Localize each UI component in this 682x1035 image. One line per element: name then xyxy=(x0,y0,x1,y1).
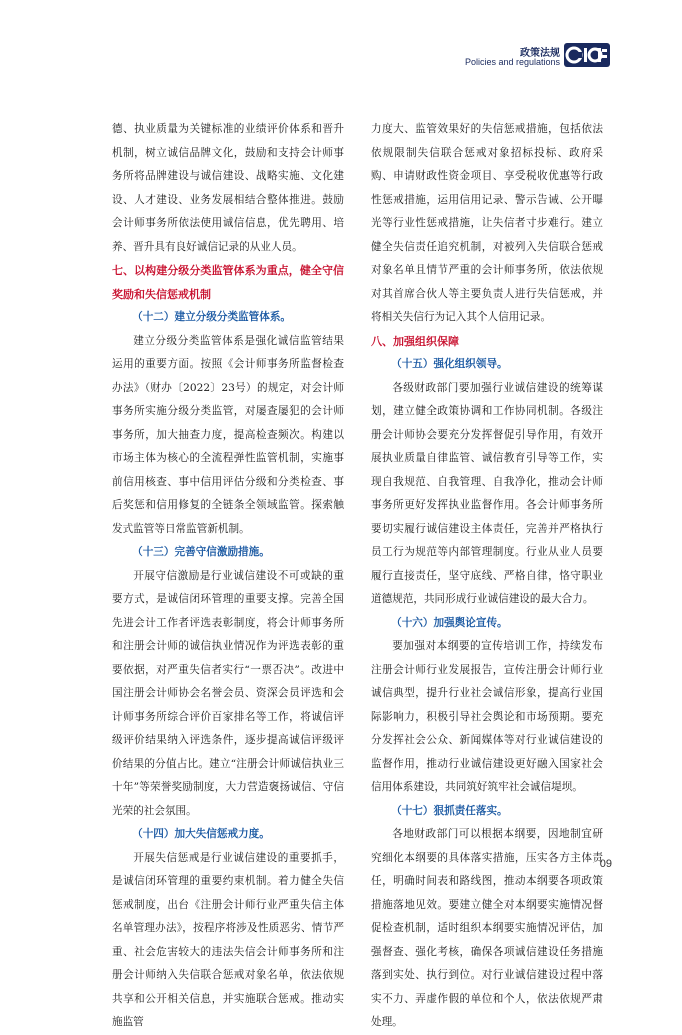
section-title-cn: 政策法规 xyxy=(520,48,560,59)
right-column xyxy=(371,118,603,1035)
paragraph-13: 开展守信激励是行业诚信建设不可或缺的重要方式，是诚信闭环管理的重要支撑。完善全国先进会计工作者评选表彰制度，将会计师事务所和注册会计师的诚信执业情况作为评选表彰的重要依据，对严重失信者实行“一票否决”。改进中国注册会计师协会名誉会员、资深会员评选和会计师事务所综合评价百家排名等工作，将诚信评级评价结果纳入评选条件，逐步提高诚信评级评价结果的分值占比。建立“注册会计师诚信执业三十年”等荣誉奖励制度，大力营造褒扬诚信、守信光荣的社会氛围。 xyxy=(112,569,344,817)
subheading-13: （十三）完善守信激励措施。 xyxy=(132,546,270,558)
section-title-en: Policies and regulations xyxy=(464,57,560,67)
section-heading-7: 七、以构建分级分类监管体系为重点，健全守信奖励和失信惩戒机制 xyxy=(112,264,344,301)
left-column xyxy=(112,118,344,1035)
paragraph-17: 各地财政部门可以根据本纲要，因地制宜研究细化本纲要的具体落实措施，压实各方主体责任，明确时间表和路线图，推动本纲要各项政策措施落地见效。要建立健全对本纲要实施情况督促检查机制，适时组织本纲要实施情况评估，加强督查、强化考核，确保各项诚信建设任务措施落到实处、执行到位。对行业诚信建设过程中落实不力、弄虚作假的单位和个人，依法依规严肃处理。 xyxy=(371,828,603,1028)
section-heading-8: 八、加强组织保障 xyxy=(371,334,459,348)
paragraph-12: 建立分级分类监管体系是强化诚信监管结果运用的重要方面。按照《会计师事务所监督检查办法》（财办〔2022〕23号）的规定，对会计师事务所实施分级分类监管，对屡查屡犯的会计师事务所，加大抽查力度，提高检查频次。构建以市场主体为核心的全流程弹性监管机制，实施事前信用核查、事中信用评估分级和分类检查、事后奖惩和信用修复的全链条全领域监管。探索触发式监管等日常监管新机制。 xyxy=(112,334,344,535)
paragraph-14: 开展失信惩戒是行业诚信建设的重要抓手，是诚信闭环管理的重要约束机制。着力健全失信惩戒制度，出台《注册会计师行业严重失信主体名单管理办法》，按程序将涉及性质恶劣、情节严重、社会危害较大的违法失信会计师事务所和注册会计师纳入失信联合惩戒对象名单，依法依规共享和公开相关信息，并实施联合惩戒。推动实施监管 xyxy=(112,851,344,1028)
subheading-12: （十二）建立分级分类监管体系。 xyxy=(132,311,292,323)
continued-paragraph-right: 力度大、监管效果好的失信惩戒措施，包括依法依规限制失信联合惩戒对象招标投标、政府采购、申请财政性资金项目、享受税收优惠等行政性惩戒措施，运用信用记录、警示告诫、公开曝光等行业性惩戒措施，让失信者寸步难行。建立健全失信责任追究机制，对被列入失信联合惩戒对象名单且情节严重的会计师事务所，依法依规对其首席合伙人等主要负责人进行失信惩戒，并将相关失信行为记入其个人信用记录。 xyxy=(371,123,603,323)
page-number: 09 xyxy=(599,858,612,870)
continued-paragraph: 德、执业质量为关键标准的业绩评价体系和晋升机制，树立诚信品牌文化，鼓励和支持会计师事务所将品牌建设与诚信建设、战略实施、文化建设、人才建设、业务发展相结合整体推进。鼓励会计师事务所依法使用诚信信息，优先聘用、培养、晋升具有良好诚信记录的从业人员。 xyxy=(112,123,344,253)
paragraph-16: 要加强对本纲要的宣传培训工作，持续发布注册会计师行业发展报告，宣传注册会计师行业诚信典型，提升行业社会诚信形象，提高行业国际影响力，积极引导社会舆论和市场预期。要充分发挥社会公众、新闻媒体等对行业诚信建设的监督作用，推动行业诚信建设更好融入国家社会信用体系建设，共同筑好筑牢社会诚信堤坝。 xyxy=(371,640,603,793)
paragraph-15: 各级财政部门要加强行业诚信建设的统筹谋划，建立健全政策协调和工作协同机制。各级注册会计师协会要充分发挥督促引导作用，有效开展执业质量自律监管、诚信教育引导等工作，实现自我规范、自我管理、自我净化，推动会计师事务所更好发挥执业监督作用。各会计师事务所要切实履行诚信建设主体责任，完善并严格执行员工行为规范等内部管理制度。行业从业人员要履行直接责任，坚守底线、严格自律，恪守职业道德规范，共同形成行业诚信建设的最大合力。 xyxy=(371,381,603,605)
page-header xyxy=(408,36,608,76)
subheading-16: （十六）加强舆论宣传。 xyxy=(391,616,508,629)
cicpa-logo xyxy=(564,41,610,69)
subheading-14: （十四）加大失信惩戒力度。 xyxy=(132,828,270,840)
subheading-15: （十五）强化组织领导。 xyxy=(391,358,508,370)
subheading-17: （十七）狠抓责任落实。 xyxy=(391,804,508,817)
